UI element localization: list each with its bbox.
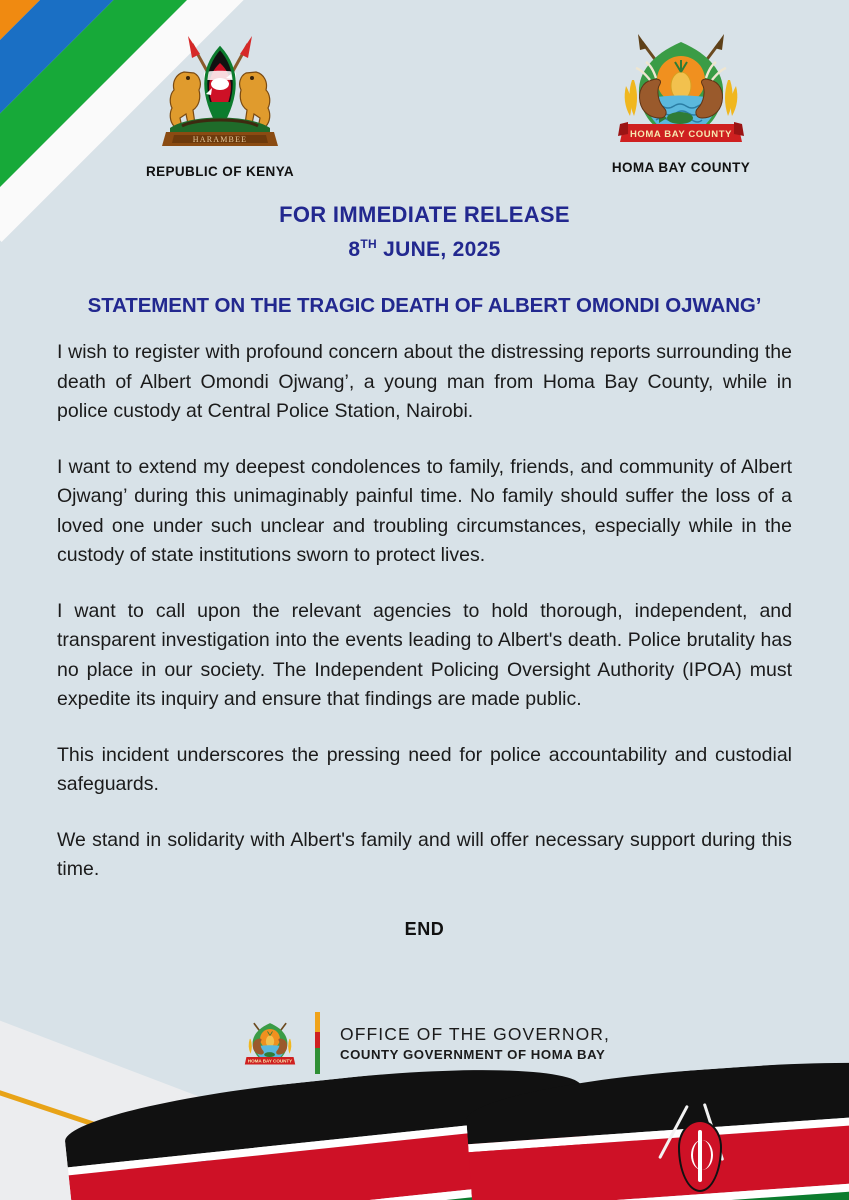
- footer-government-line: COUNTY GOVERNMENT OF HOMA BAY: [340, 1047, 606, 1062]
- homa-bay-county-emblem: [592, 24, 770, 175]
- svg-text:HARAMBEE: HARAMBEE: [192, 135, 248, 144]
- footer-text: [340, 1024, 610, 1062]
- kenya-flag-decoration: [0, 1060, 849, 1200]
- homa-bay-county-caption: HOMA BAY COUNTY: [611, 160, 751, 175]
- republic-of-kenya-emblem: [130, 28, 310, 179]
- paragraph: I want to extend my deepest condolences to family, friends, and community of Albert Ojwang’ during this unimaginably painful time. No family should suffer the loss of a loved one under such unclear and troubling circumstances, especially while in the custody of state institutions sworn to protect lives.: [57, 455, 792, 566]
- svg-text:HOMA BAY COUNTY: HOMA BAY COUNTY: [247, 1058, 293, 1064]
- statement-title: STATEMENT ON THE TRAGIC DEATH OF ALBERT OMONDI OJWANG’: [87, 294, 762, 317]
- kenya-coat-of-arms-icon: [130, 28, 310, 160]
- homa-bay-county-emblem-icon: [606, 24, 756, 156]
- release-date-number: 8: [348, 238, 361, 261]
- footer-office-line: OFFICE OF THE GOVERNOR,: [340, 1024, 610, 1044]
- paragraph: We stand in solidarity with Albert's family and will offer necessary support during this time.: [57, 828, 792, 880]
- paragraph: I wish to register with profound concern about the distressing reports surrounding the death of Albert Omondi Ojwang’, a young man from Homa Bay County, while in police custody at Central Police Station, Nairobi.: [57, 341, 792, 422]
- paragraph: This incident underscores the pressing need for police accountability and custodial safeguards.: [57, 743, 792, 795]
- paragraph: I want to call upon the relevant agencies to hold thorough, independent, and transparent investigation into the events leading to Albert's death. Police brutality has no place in our society. The Independent Policing Oversight Authority (IPOA) must expedite its inquiry and ensure that findings are made public.: [57, 599, 792, 710]
- immediate-release-heading: FOR IMMEDIATE RELEASE: [279, 202, 570, 227]
- document-header: [0, 0, 849, 200]
- republic-of-kenya-caption: REPUBLIC OF KENYA: [145, 164, 295, 179]
- release-date-ordinal: TH: [360, 237, 378, 251]
- end-marker: END: [404, 918, 445, 939]
- svg-text:HOMA BAY COUNTY: HOMA BAY COUNTY: [629, 129, 733, 140]
- release-date: [0, 237, 849, 262]
- document-body: [57, 338, 792, 940]
- title-block: [0, 202, 849, 262]
- release-date-rest: JUNE, 2025: [377, 238, 501, 261]
